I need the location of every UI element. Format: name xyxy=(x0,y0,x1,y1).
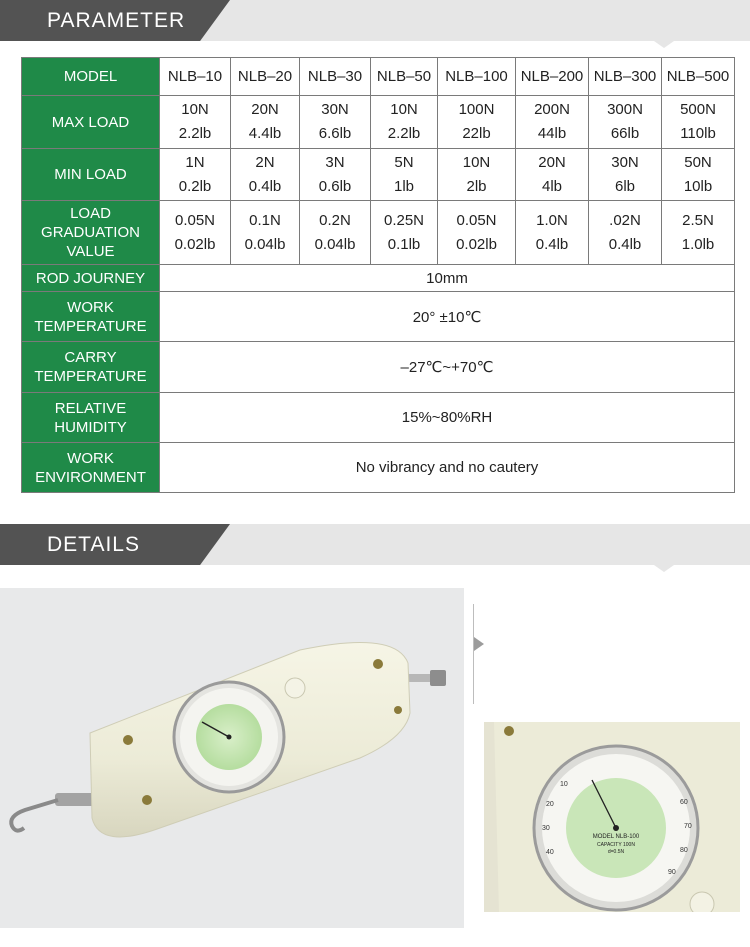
min-load-cell: 20N 4lb xyxy=(516,149,589,201)
graduation-cell: 0.05N 0.02lb xyxy=(438,201,516,265)
scale-label: 20 xyxy=(546,801,554,808)
screw xyxy=(142,795,152,805)
row-environment xyxy=(22,443,735,493)
screw xyxy=(394,706,402,714)
shaft-tip xyxy=(430,670,446,686)
row-carry-temp xyxy=(22,342,735,393)
push-pull-gauge-illustration xyxy=(0,588,464,928)
min-load-cell: 2N 0.4lb xyxy=(231,149,300,201)
humidity-value: 15%~80%RH xyxy=(160,393,735,443)
model-cell: NLB–300 xyxy=(589,58,662,96)
max-load-cell: 30N 6.6lb xyxy=(300,96,371,149)
model-cell: NLB–10 xyxy=(160,58,231,96)
gauge-model-text: MODEL NLB-100 xyxy=(592,834,640,840)
screw xyxy=(504,726,514,736)
banner-pointer xyxy=(654,565,674,572)
min-load-cell: 5N 1lb xyxy=(371,149,438,201)
graduation-cell: .02N 0.4lb xyxy=(589,201,662,265)
model-cell: NLB–200 xyxy=(516,58,589,96)
gauge-capacity-text: CAPACITY 100N xyxy=(597,842,635,848)
dial-closeup-illustration xyxy=(484,722,740,912)
reset-button xyxy=(690,892,714,912)
screw xyxy=(123,735,133,745)
hook xyxy=(11,800,58,831)
graduation-cell: 0.25N 0.1lb xyxy=(371,201,438,265)
min-load-cell: 10N 2lb xyxy=(438,149,516,201)
scale-label: 90 xyxy=(668,869,676,876)
spec-table xyxy=(21,57,735,493)
row-humidity xyxy=(22,393,735,443)
environment-label: WORK ENVIRONMENT xyxy=(22,443,160,493)
min-load-cell: 50N 10lb xyxy=(662,149,735,201)
model-label: MODEL xyxy=(22,58,160,96)
max-load-cell: 10N 2.2lb xyxy=(371,96,438,149)
max-load-cell: 100N 22lb xyxy=(438,96,516,149)
scale-label: 70 xyxy=(684,823,692,830)
max-load-cell: 300N 66lb xyxy=(589,96,662,149)
max-load-cell: 200N 44lb xyxy=(516,96,589,149)
model-cell: NLB–20 xyxy=(231,58,300,96)
dial-pivot xyxy=(227,735,232,740)
row-rod-journey xyxy=(22,265,735,292)
graduation-cell: 1.0N 0.4lb xyxy=(516,201,589,265)
row-work-temp xyxy=(22,292,735,342)
parameter-banner xyxy=(0,0,750,41)
scale-label: 10 xyxy=(560,781,568,788)
max-load-cell: 10N 2.2lb xyxy=(160,96,231,149)
graduation-cell: 0.05N 0.02lb xyxy=(160,201,231,265)
divider-line xyxy=(473,604,474,704)
min-load-cell: 3N 0.6lb xyxy=(300,149,371,201)
details-banner xyxy=(0,524,750,565)
scale-label: 40 xyxy=(546,849,554,856)
pointer-arrow xyxy=(474,637,484,651)
row-max-load xyxy=(22,96,735,149)
graduation-cell: 0.1N 0.04lb xyxy=(231,201,300,265)
graduation-label: LOAD GRADUATION VALUE xyxy=(22,201,160,265)
carry-temp-value: –27℃~+70℃ xyxy=(160,342,735,393)
rod-journey-value: 10mm xyxy=(160,265,735,292)
work-temp-value: 20° ±10℃ xyxy=(160,292,735,342)
model-cell: NLB–500 xyxy=(662,58,735,96)
banner-pointer xyxy=(654,41,674,48)
closeup-pivot xyxy=(613,825,619,831)
min-load-cell: 1N 0.2lb xyxy=(160,149,231,201)
product-photo-closeup xyxy=(484,722,740,912)
rod-journey-label: ROD JOURNEY xyxy=(22,265,160,292)
scale-label: 60 xyxy=(680,799,688,806)
screw xyxy=(373,659,383,669)
humidity-label: RELATIVE HUMIDITY xyxy=(22,393,160,443)
parameter-title: PARAMETER xyxy=(47,9,186,32)
max-load-cell: 500N 110lb xyxy=(662,96,735,149)
min-load-cell: 30N 6lb xyxy=(589,149,662,201)
row-graduation xyxy=(22,201,735,265)
max-load-cell: 20N 4.4lb xyxy=(231,96,300,149)
row-model xyxy=(22,58,735,96)
scale-label: 80 xyxy=(680,847,688,854)
work-temp-label: WORK TEMPERATURE xyxy=(22,292,160,342)
environment-value: No vibrancy and no cautery xyxy=(160,443,735,493)
row-min-load xyxy=(22,149,735,201)
product-photo-main xyxy=(0,588,464,928)
reset-button xyxy=(285,678,305,698)
model-cell: NLB–100 xyxy=(438,58,516,96)
gauge-division-text: d=0.5N xyxy=(607,849,625,855)
model-cell: NLB–30 xyxy=(300,58,371,96)
scale-label: 30 xyxy=(542,825,550,832)
details-title: DETAILS xyxy=(47,533,140,556)
model-cell: NLB–50 xyxy=(371,58,438,96)
carry-temp-label: CARRY TEMPERATURE xyxy=(22,342,160,393)
graduation-cell: 0.2N 0.04lb xyxy=(300,201,371,265)
max-load-label: MAX LOAD xyxy=(22,96,160,149)
graduation-cell: 2.5N 1.0lb xyxy=(662,201,735,265)
min-load-label: MIN LOAD xyxy=(22,149,160,201)
